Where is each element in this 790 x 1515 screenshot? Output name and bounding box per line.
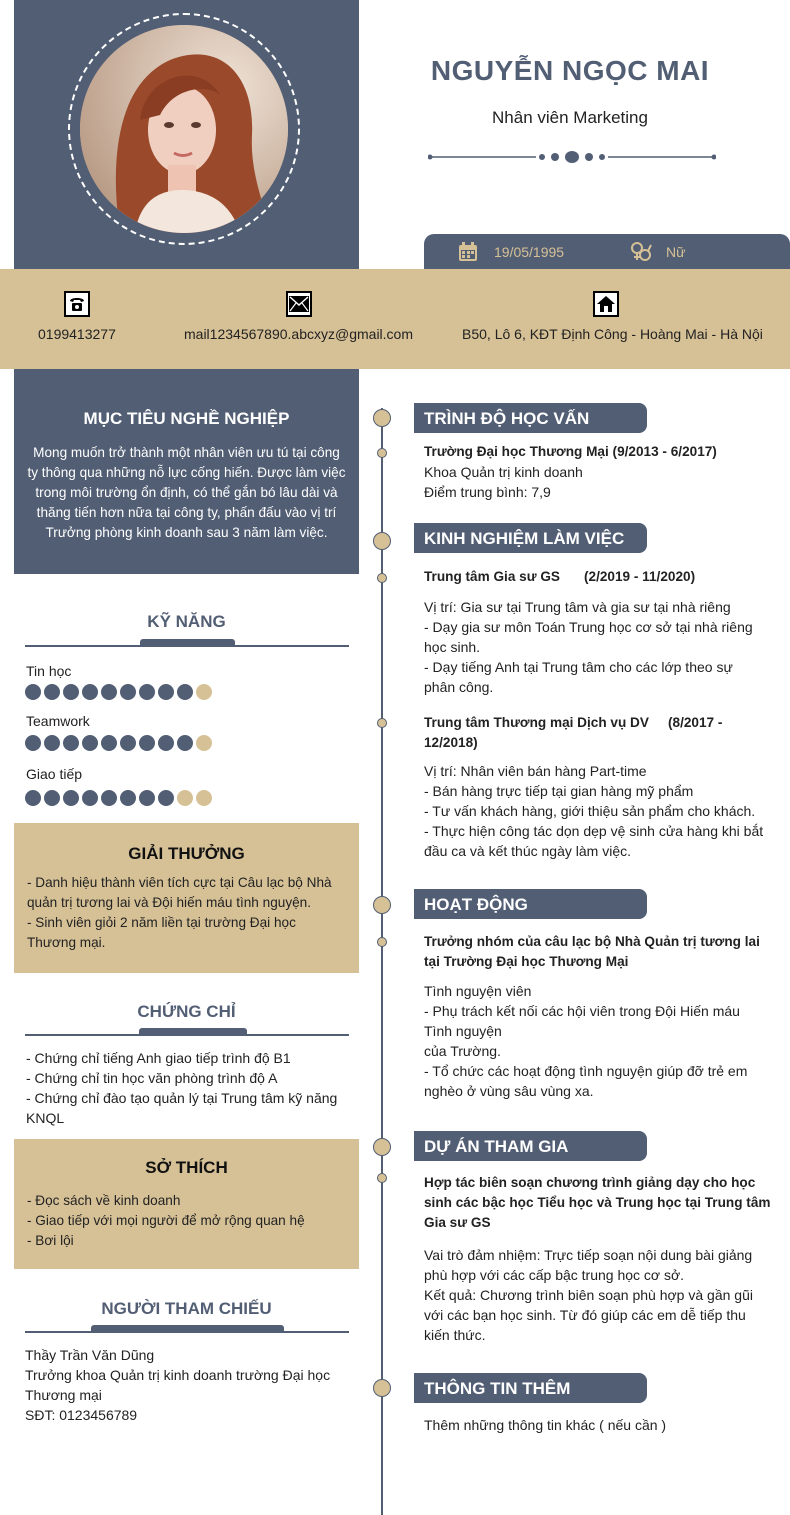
skill-dot-filled (177, 684, 193, 700)
career-objective-section (14, 369, 359, 574)
skill-dot-empty (196, 684, 212, 700)
objective-text: Mong muốn trở thành một nhân viên ưu tú tại công ty thông qua những nỗ lực cống hiến. Được làm việc trong môi trường ổn định, có thể gắn bó lâu dài và thăng tiến hơn nữa tại công ty, phấn đấu vào vị trí Trưởng phòng kinh doanh sau 3 năm làm việc. (27, 445, 346, 540)
skill-rating (25, 684, 212, 700)
home-address: B50, Lô 6, KĐT Định Công - Hoàng Mai - Hà Nội (462, 326, 763, 342)
projects-header: DỰ ÁN THAM GIA (414, 1131, 647, 1161)
skill-dot-filled (63, 790, 79, 806)
title-ornament (428, 149, 716, 165)
skill-dot-filled (101, 735, 117, 751)
info-bar (424, 234, 790, 270)
phone-number[interactable]: 0199413277 (38, 326, 116, 342)
education-header: TRÌNH ĐỘ HỌC VẤN (414, 403, 647, 433)
job-title: Nhân viên Marketing (492, 108, 648, 127)
references-title: NGƯỜI THAM CHIẾU (101, 1299, 272, 1318)
timeline-node (373, 896, 391, 914)
job-period-end: 12/2018) (424, 735, 478, 750)
activities-header: HOẠT ĐỘNG (414, 889, 647, 919)
hobbies-section (14, 1139, 359, 1269)
education-school: Trường Đại học Thương Mại (9/2013 - 6/2017) (424, 444, 717, 459)
job-company: Trung tâm Thương mại Dịch vụ DV (424, 715, 649, 730)
phone-icon (64, 291, 90, 317)
skill-dot-filled (139, 790, 155, 806)
contact-band (0, 269, 790, 369)
skill-label: Tin học (26, 663, 72, 679)
project-description: Vai trò đảm nhiệm: Trực tiếp soạn nội dung bài giảng phù hợp với các cấp bậc trung học cơ sở. Kết quả: Chương trình biên soạn phù hợp và gần gũi với các bạn học sinh. Từ đó giúp các em dễ tiếp thu kiến thức. (424, 1247, 753, 1343)
project-heading: Hợp tác biên soạn chương trình giảng dạy cho học sinh các bậc học Tiểu học và Trung học tại Trung tâm Gia sư GS (424, 1175, 771, 1230)
awards-text: - Danh hiệu thành viên tích cực tại Câu lạc bộ Nhà quản trị tương lai và Đội hiến máu tình nguyện. - Sinh viên giỏi 2 năm liền tại trường Đại học Thương mại. (27, 875, 332, 950)
skill-dot-filled (25, 790, 41, 806)
skill-dot-filled (120, 735, 136, 751)
skill-dot-filled (63, 735, 79, 751)
section-rule (25, 1331, 349, 1333)
skill-dot-filled (44, 684, 60, 700)
education-details: Khoa Quản trị kinh doanh Điểm trung bình: 7,9 (424, 464, 583, 500)
skill-dot-filled (139, 684, 155, 700)
experience-header: KINH NGHIỆM LÀM VIỆC (414, 523, 647, 553)
skill-dot-filled (101, 684, 117, 700)
timeline-node (373, 532, 391, 550)
timeline-dot (377, 718, 387, 728)
skill-dot-filled (82, 790, 98, 806)
section-title: MỤC TIÊU NGHỀ NGHIỆP (83, 409, 290, 428)
extra-info-text: Thêm những thông tin khác ( nếu cần ) (424, 1417, 667, 1433)
skill-dot-filled (139, 735, 155, 751)
timeline-node (373, 409, 391, 427)
job-company: Trung tâm Gia sư GS (424, 569, 560, 584)
skill-dot-filled (158, 684, 174, 700)
extra-info-header: THÔNG TIN THÊM (414, 1373, 647, 1403)
timeline-dot (377, 448, 387, 458)
timeline-dot (377, 937, 387, 947)
date-of-birth: 19/05/1995 (494, 244, 565, 260)
home-icon (593, 291, 619, 317)
email-address[interactable]: mail1234567890.abcxyz@gmail.com (184, 326, 413, 342)
skill-label: Teamwork (26, 713, 90, 729)
skill-dot-filled (25, 735, 41, 751)
gender-icon (630, 241, 652, 263)
skill-dot-empty (196, 735, 212, 751)
timeline-dot (377, 1173, 387, 1183)
section-rule (25, 645, 349, 647)
timeline-dot (377, 573, 387, 583)
section-title: GIẢI THƯỞNG (128, 844, 245, 863)
job-period: (2/2019 - 11/2020) (584, 569, 696, 584)
skill-dot-filled (120, 684, 136, 700)
job-period: (8/2017 - (668, 715, 723, 730)
skill-dot-filled (63, 684, 79, 700)
activity-description: Tình nguyện viên - Phụ trách kết nối các hội viên trong Đội Hiến máu Tình nguyện của Trường. - Tổ chức các hoạt động tình nguyện giúp đỡ trẻ em nghèo ở vùng sâu vùng xa. (424, 983, 748, 1099)
activity-heading: Trưởng nhóm của câu lạc bộ Nhà Quản trị tương lai tại Trường Đại học Thương Mại (424, 934, 760, 969)
skill-dot-filled (101, 790, 117, 806)
skill-rating (25, 790, 212, 806)
section-title: SỞ THÍCH (145, 1158, 228, 1177)
skill-dot-filled (120, 790, 136, 806)
profile-photo (80, 25, 288, 233)
skill-dot-empty (177, 790, 193, 806)
awards-section (14, 823, 359, 973)
references-text: Thầy Trần Văn Dũng Trưởng khoa Quản trị kinh doanh trường Đại học Thương mại SĐT: 0123456789 (25, 1347, 331, 1423)
mail-icon (286, 291, 312, 317)
job-description: Vị trí: Nhân viên bán hàng Part-time - Bán hàng trực tiếp tại gian hàng mỹ phẩm - Tư vấn khách hàng, giới thiệu sản phẩm cho khách. - Thực hiện công tác dọn dẹp vệ sinh cửa hàng khi bắt đầu ca và kết thúc ngày làm việc. (424, 763, 764, 859)
certificates-title: CHỨNG CHỈ (137, 1002, 236, 1021)
section-rule (25, 1034, 349, 1036)
skill-dot-filled (25, 684, 41, 700)
skill-dot-filled (82, 684, 98, 700)
skill-dot-filled (44, 790, 60, 806)
skill-dot-empty (196, 790, 212, 806)
timeline-node (373, 1379, 391, 1397)
candidate-name: NGUYỄN NGỌC MAI (430, 55, 710, 86)
gender: Nữ (666, 244, 686, 260)
skill-dot-filled (82, 735, 98, 751)
skill-dot-filled (158, 735, 174, 751)
skill-dot-filled (158, 790, 174, 806)
timeline-node (373, 1138, 391, 1156)
certificates-text: - Chứng chỉ tiếng Anh giao tiếp trình độ B1 - Chứng chỉ tin học văn phòng trình độ A - Chứng chỉ đào tạo quản lý tại Trung tâm kỹ năng KNQL (26, 1050, 338, 1126)
skill-label: Giao tiếp (26, 766, 83, 782)
skill-dot-filled (177, 735, 193, 751)
skill-dot-filled (44, 735, 60, 751)
calendar-icon (458, 242, 478, 262)
hobbies-text: - Đọc sách về kinh doanh - Giao tiếp với mọi người để mở rộng quan hệ - Bơi lội (27, 1193, 305, 1248)
skill-rating (25, 735, 212, 751)
job-description: Vị trí: Gia sư tại Trung tâm và gia sư tại nhà riêng - Dạy gia sư môn Toán Trung học cơ sở tại nhà riêng học sinh. - Dạy tiếng Anh tại Trung tâm cho các lớp theo sự phân công. (424, 599, 753, 695)
skills-title: KỸ NĂNG (147, 612, 226, 631)
